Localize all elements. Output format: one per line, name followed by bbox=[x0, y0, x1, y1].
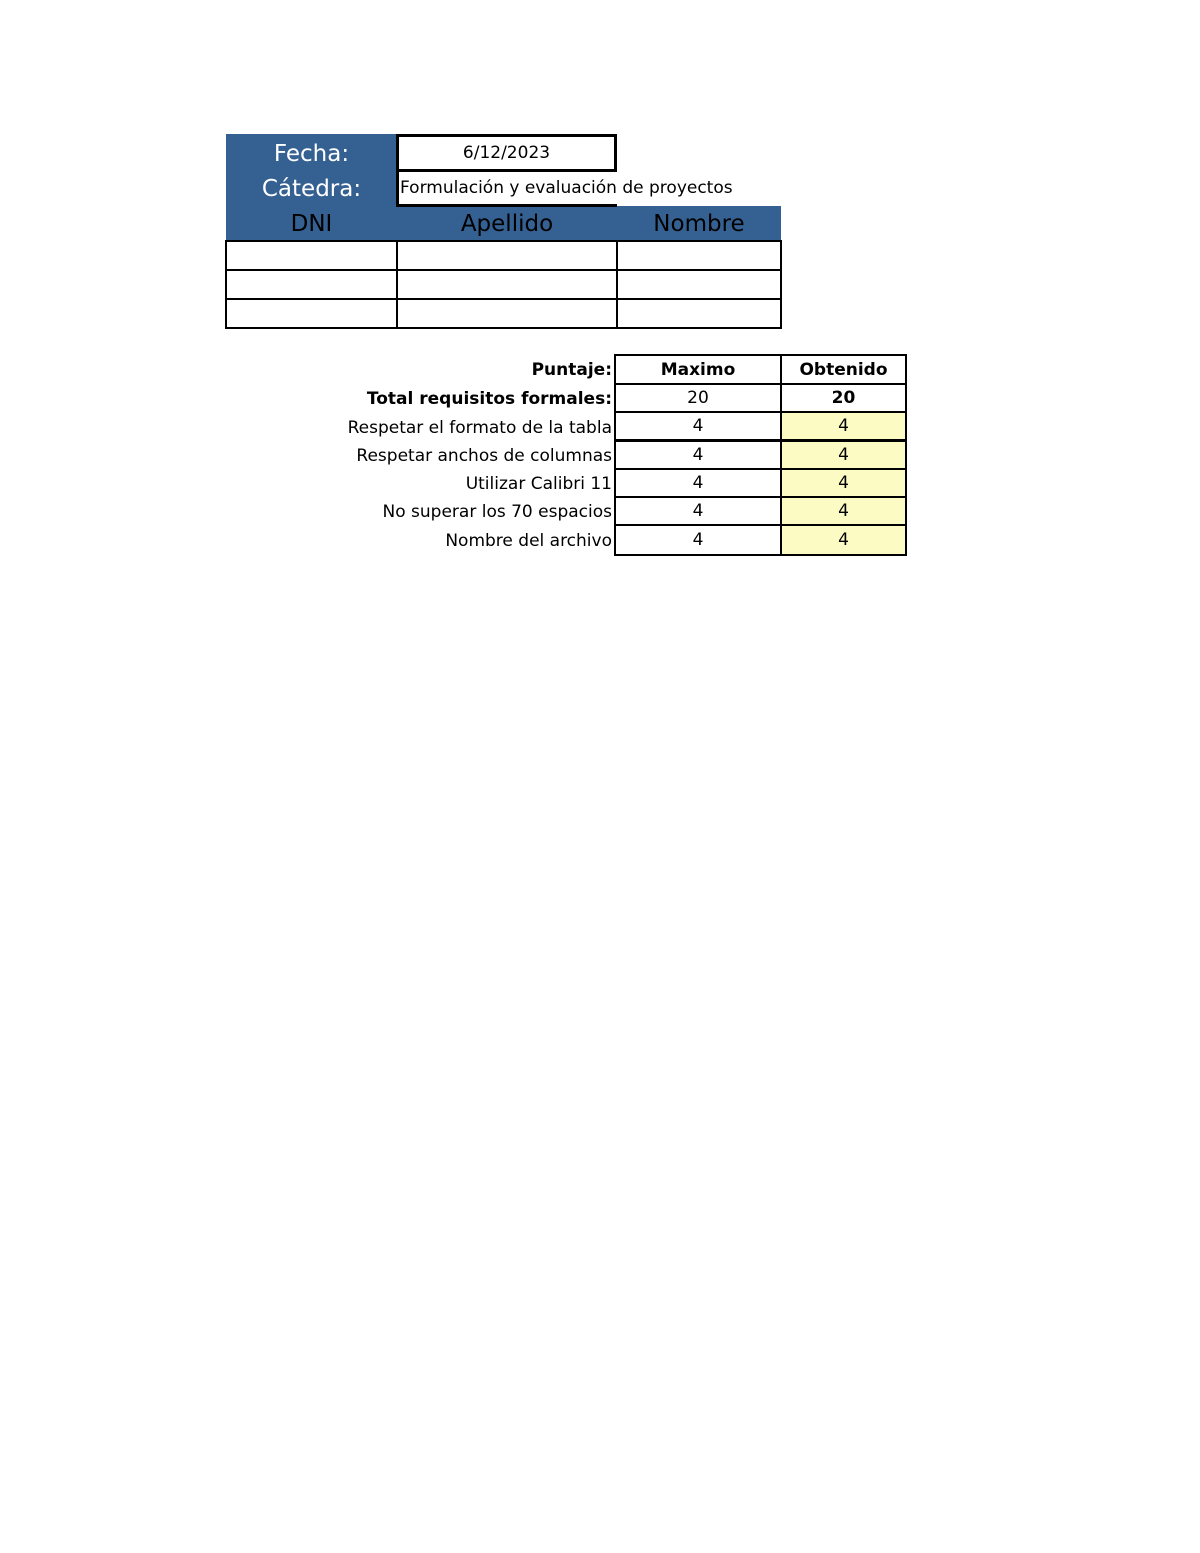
catedra-label: Cátedra: bbox=[261, 176, 362, 202]
item-obtenido[interactable]: 4 bbox=[780, 524, 907, 556]
apellido-cell[interactable] bbox=[396, 298, 618, 329]
column-header-apellido: Apellido bbox=[460, 210, 554, 237]
nombre-cell[interactable] bbox=[616, 298, 782, 329]
apellido-cell[interactable] bbox=[396, 240, 618, 271]
student-row-3 bbox=[225, 298, 782, 329]
item-maximo: 4 bbox=[614, 524, 782, 556]
item-maximo: 4 bbox=[614, 468, 782, 498]
dni-cell[interactable] bbox=[225, 240, 398, 271]
item-obtenido[interactable]: 4 bbox=[780, 440, 907, 470]
student-row-2 bbox=[225, 269, 782, 300]
column-header-obtenido: Obtenido bbox=[780, 354, 907, 385]
item-maximo: 4 bbox=[614, 496, 782, 526]
item-obtenido[interactable]: 4 bbox=[780, 468, 907, 498]
item-obtenido[interactable]: 4 bbox=[780, 496, 907, 526]
item-obtenido[interactable]: 4 bbox=[780, 411, 907, 441]
item-label: No superar los 70 espacios bbox=[382, 501, 612, 522]
column-header-maximo: Maximo bbox=[614, 354, 782, 385]
item-maximo: 4 bbox=[614, 411, 782, 441]
item-maximo: 4 bbox=[614, 440, 782, 470]
apellido-cell[interactable] bbox=[396, 269, 618, 300]
catedra-value[interactable]: Formulación y evaluación de proyectos bbox=[400, 178, 733, 198]
puntaje-label: Puntaje: bbox=[531, 360, 612, 380]
total-label: Total requisitos formales: bbox=[366, 388, 612, 409]
column-header-nombre: Nombre bbox=[653, 210, 745, 237]
item-label: Utilizar Calibri 11 bbox=[465, 473, 612, 494]
total-obtenido: 20 bbox=[780, 383, 907, 413]
dni-cell[interactable] bbox=[225, 269, 398, 300]
student-row-1 bbox=[225, 240, 782, 271]
total-maximo: 20 bbox=[614, 383, 782, 413]
item-label: Respetar el formato de la tabla bbox=[347, 417, 612, 438]
dni-cell[interactable] bbox=[225, 298, 398, 329]
fecha-label: Fecha: bbox=[273, 141, 350, 167]
item-label: Nombre del archivo bbox=[445, 530, 612, 551]
nombre-cell[interactable] bbox=[616, 240, 782, 271]
column-header-dni: DNI bbox=[290, 210, 333, 237]
item-label: Respetar anchos de columnas bbox=[356, 445, 612, 466]
nombre-cell[interactable] bbox=[616, 269, 782, 300]
fecha-value[interactable]: 6/12/2023 bbox=[396, 134, 617, 172]
